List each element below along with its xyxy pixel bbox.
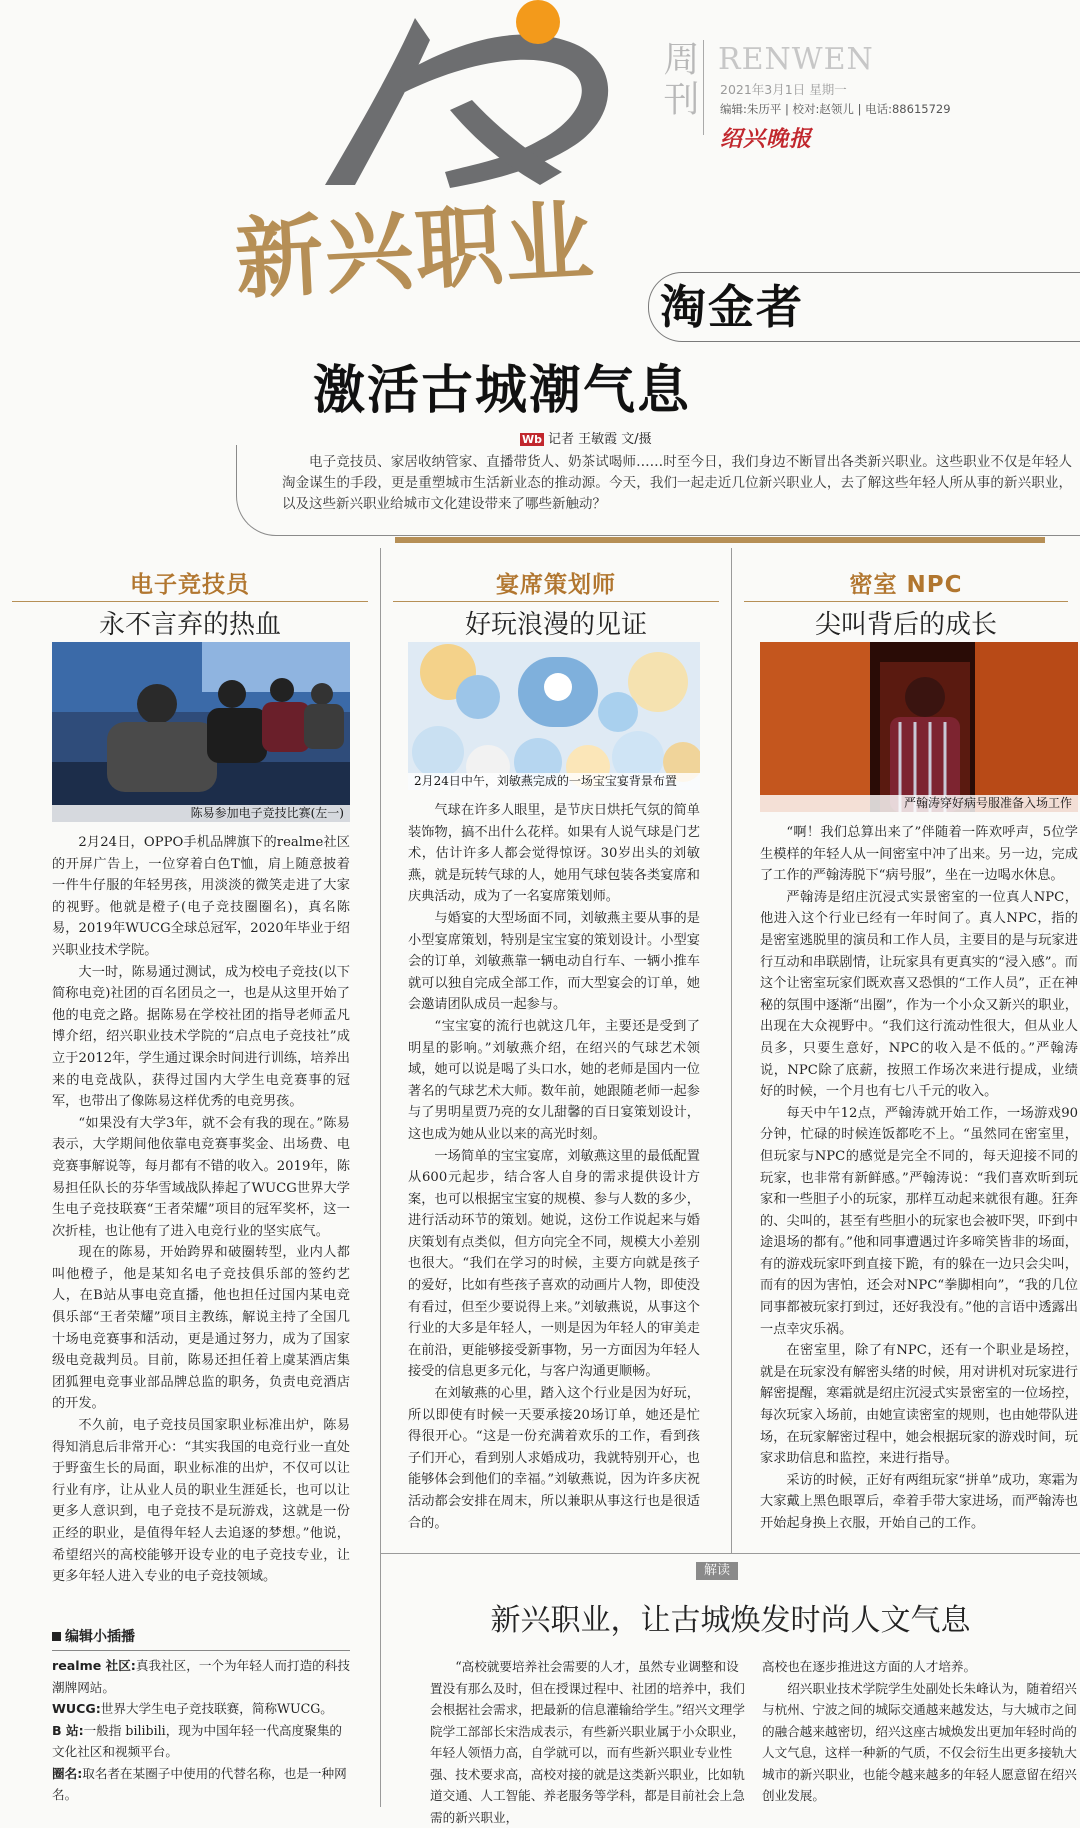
photo-caption: 严翰涛穿好病号服准备入场工作 [760, 795, 1078, 812]
issue-date: 2021年3月1日 星期一 [720, 82, 847, 97]
column-kicker: 电子竞技员 [130, 572, 250, 598]
balloon-scene-image [408, 642, 700, 790]
headline-line2: 激活古城潮气息 [313, 361, 692, 421]
editor-credits: 编辑:朱历平 | 校对:赵领儿 | 电话:88615729 [720, 102, 951, 116]
column-escape-room [732, 560, 1080, 641]
paper-name: 绍兴晚报 [720, 126, 813, 152]
section-vertical: 周刊 [658, 40, 699, 120]
column-subtitle: 尖叫背后的成长 [814, 610, 997, 640]
glossary-item: B 站:一般指 bilibili，现为中国年轻一代高度聚集的文化社区和视频平台。 [52, 1722, 343, 1759]
column-body [52, 832, 350, 1588]
paragraph: 气球在许多人眼里，是节庆日烘托气氛的简单装饰物，搞不出什么花样。如果有人说气球是门艺术，估计许多人都会觉得惊讶。30岁出头的刘敏燕，就是玩转气球的人，她用气球包装各类宴席和庆典活动，成为了一名宴席策划师。 [408, 803, 700, 905]
esports-photo [52, 642, 350, 822]
paragraph: 在密室里，除了有NPC，还有一个职业是场控，就是在玩家没有解密头绪的时候，用对讲机对玩家进行解密提醒，寒霜就是绍庄沉浸式实景密室的一位场控，每次玩家入场前，由她宣读密室的规则，也由她带队进场，在玩家解密过程中，她会根据玩家的游戏时间，玩家求助信息和监控，来进行指导。 [760, 1343, 1078, 1467]
interpretation-badge-text: 解读 [704, 1563, 731, 1578]
paragraph: 绍兴职业技术学院学生处副处长朱峰认为，随着绍兴与杭州、宁波之间的城际交通越来越发达，与大城市之间的融合越来越密切，绍兴这座古城焕发出更加年轻时尚的人文气息，这样一种新的气质，不仅会衍生出更多接轨大城市的新兴职业，也能令越来越多的年轻人愿意留在绍兴创业发展。 [762, 1680, 1077, 1803]
byline-text: 记者 王敏霞 文/摄 [548, 432, 652, 447]
glossary-item: WUCG:世界大学生电子竞技联赛，简称WUCG。 [52, 1701, 333, 1716]
glossary [52, 1650, 350, 1806]
column-subtitle: 好玩浪漫的见证 [464, 610, 647, 640]
paragraph: 一场简单的宝宝宴席，刘敏燕这里的最低配置从600元起步，结合客人自身的需求提供设计方案，也可以根据宝宝宴的规模、参与人数的多少，进行活动环节的策划。她说，这份工作说起来与婚庆策划有点类似，但方向完全不同，规模大小差别也很大。“我们在学习的时候，主要方向就是孩子的爱好，比如有些孩子喜欢的动画片人物，即使没有看过，但至少要说得上来。”刘敏燕说，从事这个行业的大多是年轻人，一则是因为年轻人的审美走在前沿，更能够接受新事物，另一方面因为年轻人接受的信息更多元化，与客户沟通更顺畅。 [408, 1148, 700, 1380]
column-esports [0, 560, 380, 641]
column-banquet [381, 560, 731, 641]
paragraph: “高校就要培养社会需要的人才，虽然专业调整和设置没有那么及时，但在授课过程中、社团的培养中，我们会根据社会需求，把最新的信息灌输给学生。”绍兴文理学院学工部部长宋浩成表示，有些新兴职业属于小众职业，年轻人领悟力高，自学就可以，而有些新兴职业专业性强、技术要求高，高校对接的就是这类新兴职业，比如轨道交通、人工智能、养老服务等学科，都是目前社会上急需的新兴职业， [430, 1659, 745, 1825]
logo-sun-dot [516, 0, 560, 44]
glossary-title [52, 1626, 135, 1646]
column-body [408, 800, 700, 1534]
glossary-item: realme 社区:真我社区，一个为年轻人而打造的科技潮牌网站。 [52, 1658, 350, 1695]
glossary-item: 圈名:取名者在某圈子中使用的代替名称，也是一种网名。 [52, 1765, 347, 1802]
esports-scene-image [52, 642, 350, 822]
column-body [760, 822, 1078, 1535]
column-kicker: 密室 NPC [849, 572, 963, 598]
paragraph: 每天中午12点，严翰涛就开始工作，一场游戏90分钟，忙碌的时候连饭都吃不上。“虽然同在密室里，但玩家与NPC的感觉是完全不同的，每天迎接不同的玩家，也非常有新鲜感。”严翰涛说：“我们喜欢昕到玩家和一些胆子小的玩家，那样互动起来就很有趣。狂奔的、尖叫的，甚至有些胆小的玩家也会被吓哭，吓到中途退场的都有。”他和同事遭遇过许多啼笑皆非的场面，有的游戏玩家吓到直接下跪，有的躲在一边只会尖叫，而有的因为害怕，还会对NPC“拳脚相向”，“我的几位同事都被玩家打到过，还好我没有。”他的言语中透露出一点幸灾乐祸。 [760, 1105, 1078, 1337]
column-subtitle: 永不言弃的热血 [98, 610, 281, 640]
column-kicker: 宴席策划师 [496, 572, 616, 598]
paragraph: “如果没有大学3年，就不会有我的现在。”陈易表示，大学期间他依靠电竞赛事奖金、出场费、电竞赛事解说等，每月都有不错的收入。2019年，陈易担任队长的芬华雪域战队捧起了WUCG世界大学生电子竞技联赛“王者荣耀”项目的冠军奖杯，这一次折桂，也让他有了进入电竞行业的坚实底气。 [52, 1115, 350, 1239]
escape-room-scene-image [760, 642, 1078, 812]
paragraph: 在刘敏燕的心里，踏入这个行业是因为好玩，所以即使有时候一天要承接20场订单，她还是忙得很开心。“这是一份充满着欢乐的工作，看到孩子们开心，看到别人求婚成功，我就特别开心，也能够体会到他们的幸福。”刘敏燕说，因为许多庆祝活动都会安排在周末，所以兼职从事这行也是很适合的。 [408, 1386, 700, 1531]
section-roman: RENWEN [718, 42, 874, 77]
interpretation-body-right [762, 1656, 1077, 1807]
headline-line1: 新兴职业 [232, 188, 598, 312]
paragraph: 采访的时候，正好有两组玩家“拼单”成功，寒霜为大家戴上黑色眼罩后，牵着手带大家进场，而严翰涛也开始起身换上衣服，开始自己的工作。 [760, 1472, 1078, 1531]
renwen-logo [300, 0, 650, 200]
headline-rule [395, 537, 1045, 543]
escape-room-photo [760, 642, 1078, 812]
paragraph: 高校也在逐步推进这方面的人才培养。 [762, 1659, 977, 1674]
paragraph: 大一时，陈易通过测试，成为校电子竞技(以下简称电竞)社团的百名团员之一，也是从这里开始了他的电竞之路。据陈易在学校社团的指导老师孟凡博介绍，绍兴职业技术学院的“启点电子竞技社”成立于2012年，学生通过课余时间进行训练，培养出来的电竞战队，获得过国内大学生电竞赛事的冠军，也带出了像陈易这样优秀的电竞男孩。 [52, 964, 350, 1110]
photo-caption: 2月24日中午，刘敏燕完成的一场宝宝宴背景布置 [408, 773, 700, 790]
banquet-photo [408, 642, 700, 790]
glossary-title-text: 编辑小插播 [65, 1629, 135, 1645]
paragraph: “宝宝宴的流行也就这几年，主要还是受到了明星的影响。”刘敏燕介绍，在绍兴的气球艺术领域，她可以说是喝了头口水，她的老师是国内一位著名的气球艺术大师。数年前，她跟随老师一起参与了男明星贾乃亮的女儿甜馨的百日宴策划设计，这也成为她从业以来的高光时刻。 [408, 1018, 700, 1142]
interpretation-body-left [430, 1656, 745, 1828]
headline-tail: 淘金者 [660, 280, 804, 334]
paragraph: 现在的陈易，开始跨界和破圈转型，业内人都叫他橙子，他是某知名电子竞技俱乐部的签约艺人，在B站从事电竞直播，他也担任过国内某电竞俱乐部“王者荣耀”项目主教练，解说主持了全国几十场电竞赛事和活动，更是通过努力，成为了国家级电竞裁判员。目前，陈易还担任着上虞某酒店集团狐狸电竞事业部品牌总监的职务，负责电竞酒店的开发。 [52, 1245, 350, 1412]
paragraph: “啊！我们总算出来了”伴随着一阵欢呼声，5位学生模样的年轻人从一间密室中冲了出来。另一边，完成了工作的严翰涛脱下“病号服”，坐在一边喝水休息。 [760, 825, 1078, 884]
interpretation-badge [696, 1562, 738, 1580]
paragraph: 与婚宴的大型场面不同，刘敏燕主要从事的是小型宴席策划，特别是宝宝宴的策划设计。小型宴会的订单，刘敏燕靠一辆电动自行车、一辆小推车就可以独自完成全部工作，而大型宴会的订单，她会邀请团队成员一起参与。 [408, 910, 700, 1013]
wb-badge: Wb [522, 433, 543, 446]
paragraph: 2月24日，OPPO手机品牌旗下的realme社区的开屏广告上，一位穿着白色T恤，肩上随意披着一件牛仔服的年轻男孩，用淡淡的微笑走进了大家的视野。他就是橙子(电子竞技圈圈名)，真名陈易，2019年WUCG全球总冠军，2020年毕业于绍兴职业技术学院。 [52, 835, 350, 958]
photo-caption: 陈易参加电子竞技比赛(左一) [52, 805, 350, 822]
masthead [0, 0, 1080, 200]
lead-paragraph: 电子竞技员、家居收纳管家、直播带货人、奶茶试喝师……时至今日，我们身边不断冒出各类新兴职业。这些职业不仅是年轻人淘金谋生的手段，更是重塑城市生活新业态的推动源。今天，我们一起走近几位新兴职业人，去了解这些年轻人所从事的新兴职业，以及这些新兴职业给城市文化建设带来了哪些新触动？ [282, 454, 1072, 512]
paragraph: 不久前，电子竞技员国家职业标准出炉，陈易得知消息后非常开心：“其实我国的电竞行业一直处于野蛮生长的局面，职业标准的出炉，不仅可以让行业有序，让从业人员的职业生涯延长，也可以让更多人意识到，电子竞技不是玩游戏，这就是一份正经的职业，是值得年轻人去追逐的梦想。”他说，希望绍兴的高校能够开设专业的电子竞技专业，让更多年轻人进入专业的电子竞技领域。 [52, 1418, 350, 1585]
paragraph: 严翰涛是绍庄沉浸式实景密室的一位真人NPC，他进入这个行业已经有一年时间了。真人NPC，指的是密室逃脱里的演员和工作人员，主要目的是与玩家进行互动和串联剧情，让玩家具有更真实的“浸入感”。而这个让密室玩家们既欢喜又恐惧的“工作人员”，正在神秘的氛围中逐渐“出圈”，作为一个小众又新兴的职业，出现在大众视野中。“我们这行流动性很大，但从业人员多，只要生意好，NPC的收入是不低的。”严翰涛说，NPC除了底薪，按照工作场次来进行提成，业绩好的时候，一个月也有七八千元的收入。 [760, 889, 1078, 1100]
interpretation-title: 新兴职业，让古城焕发时尚人文气息 [490, 1603, 971, 1638]
